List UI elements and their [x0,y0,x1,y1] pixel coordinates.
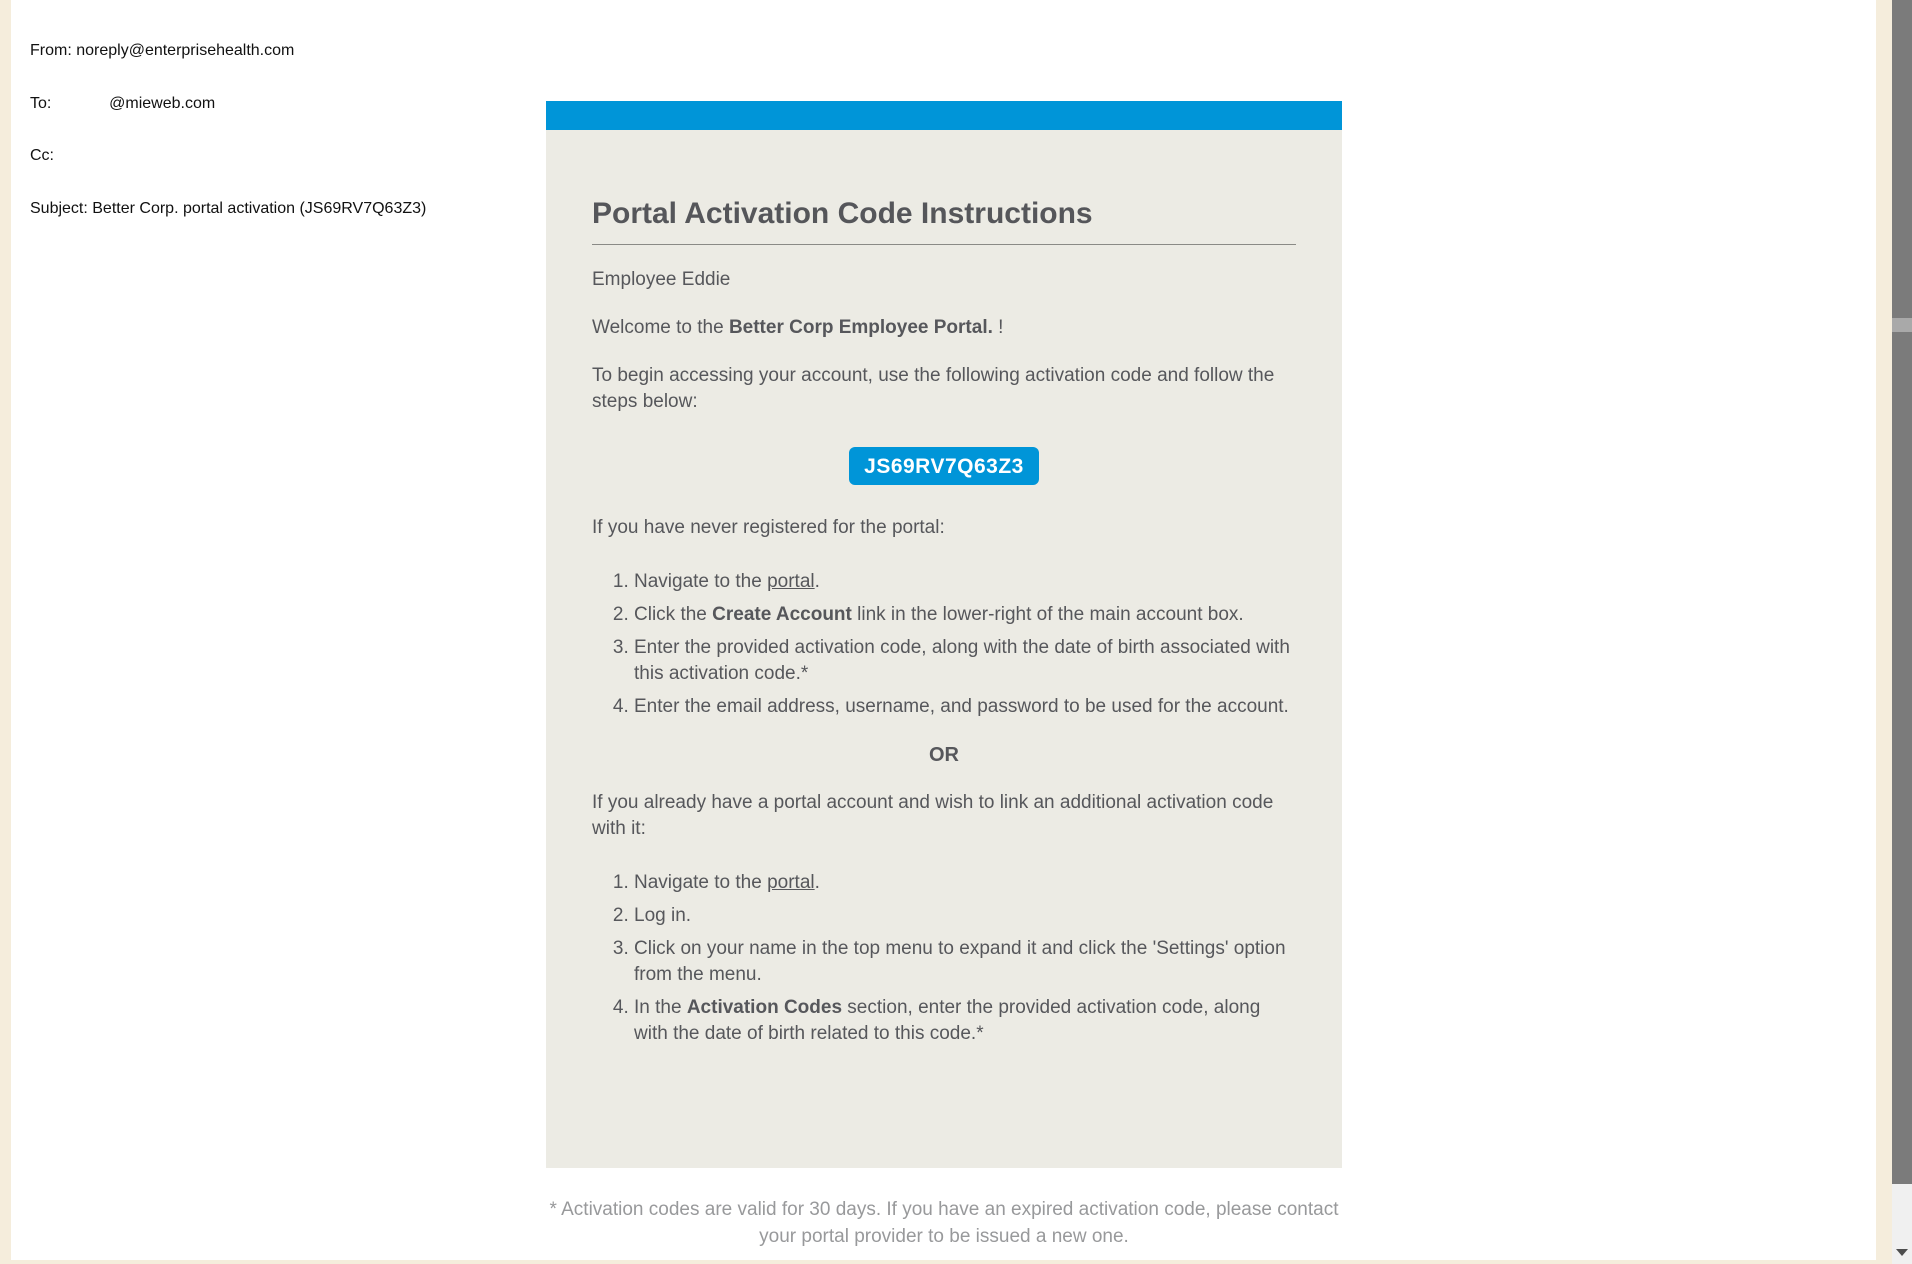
welcome-prefix: Welcome to the [592,317,729,338]
welcome-portal-name: Better Corp Employee Portal. [728,317,993,338]
greeting-text: Employee Eddie [592,269,731,290]
item-text: . [814,872,820,893]
list-item [634,936,1296,988]
welcome-suffix: ! [992,317,1004,338]
item-text: . [814,571,820,592]
list-item [634,995,1296,1047]
card-body [546,130,1342,1168]
vertical-scrollbar[interactable] [1892,0,1912,1264]
list-item [634,870,1296,896]
list-item [634,602,1296,628]
scrollbar-thumb-upper[interactable] [1892,0,1912,318]
list-item [634,903,1296,929]
welcome-text [592,315,1296,341]
down-arrow-icon [1896,1249,1908,1256]
section1-heading: If you have never registered for the portal: [592,517,945,538]
portal-link[interactable]: portal [767,571,815,592]
card-accent-bar [546,101,1342,130]
scrollbar-thumb-lower[interactable] [1892,332,1912,1184]
section2-heading: If you already have a portal account and wish to link an additional activation code with it: [592,792,1274,839]
activation-code-badge: JS69RV7Q63Z3 [849,447,1039,485]
item-text: link in the lower-right of the main account box. [851,604,1244,625]
item-text: Click the [634,604,713,625]
or-divider: OR [929,744,959,766]
portal-link[interactable]: portal [767,872,815,893]
list-item [634,635,1296,687]
item-bold: Activation Codes [686,997,843,1018]
activation-code-wrap [592,447,1296,485]
item-text: Click on your name in the top menu to expand it and click the 'Settings' option from the menu. [634,938,1286,985]
item-text: Navigate to the [634,872,768,893]
email-header-subject: Subject: Better Corp. portal activation (JS69RV7Q63Z3) [30,199,427,217]
item-text: Log in. [634,905,692,926]
activation-code-footnote [474,1196,1414,1250]
item-text: Enter the provided activation code, along with the date of birth associated with this activation code.* [634,637,1290,684]
email-header-to: To: @mieweb.com [30,94,216,112]
footnote-text: * Activation codes are valid for 30 days. If you have an expired activation code, please contact your portal provider to be issued a new one. [549,1199,1339,1247]
list-item [634,569,1296,595]
scrollbar-band[interactable] [1892,318,1912,332]
email-header-from: From: noreply@enterprisehealth.com [30,42,295,59]
list-item [634,694,1296,720]
email-header-block [30,7,426,252]
item-bold: Create Account [712,604,852,625]
email-body-card [546,101,1342,1168]
email-preview-panel [11,0,1876,1260]
page-title: Portal Activation Code Instructions [592,196,1296,245]
instructions-list-new-account [592,569,1296,720]
item-text: section, enter the provided activation code, along with the date of birth related to this code.* [634,997,1261,1044]
instructions-list-existing-account [592,870,1296,1047]
item-text: Navigate to the [634,571,768,592]
scroll-down-button[interactable] [1892,1242,1912,1262]
intro-text: To begin accessing your account, use the following activation code and follow the steps below: [592,365,1275,412]
item-text: In the [634,997,687,1018]
email-header-cc: Cc: [30,147,54,164]
item-text: Enter the email address, username, and password to be used for the account. [634,696,1289,717]
